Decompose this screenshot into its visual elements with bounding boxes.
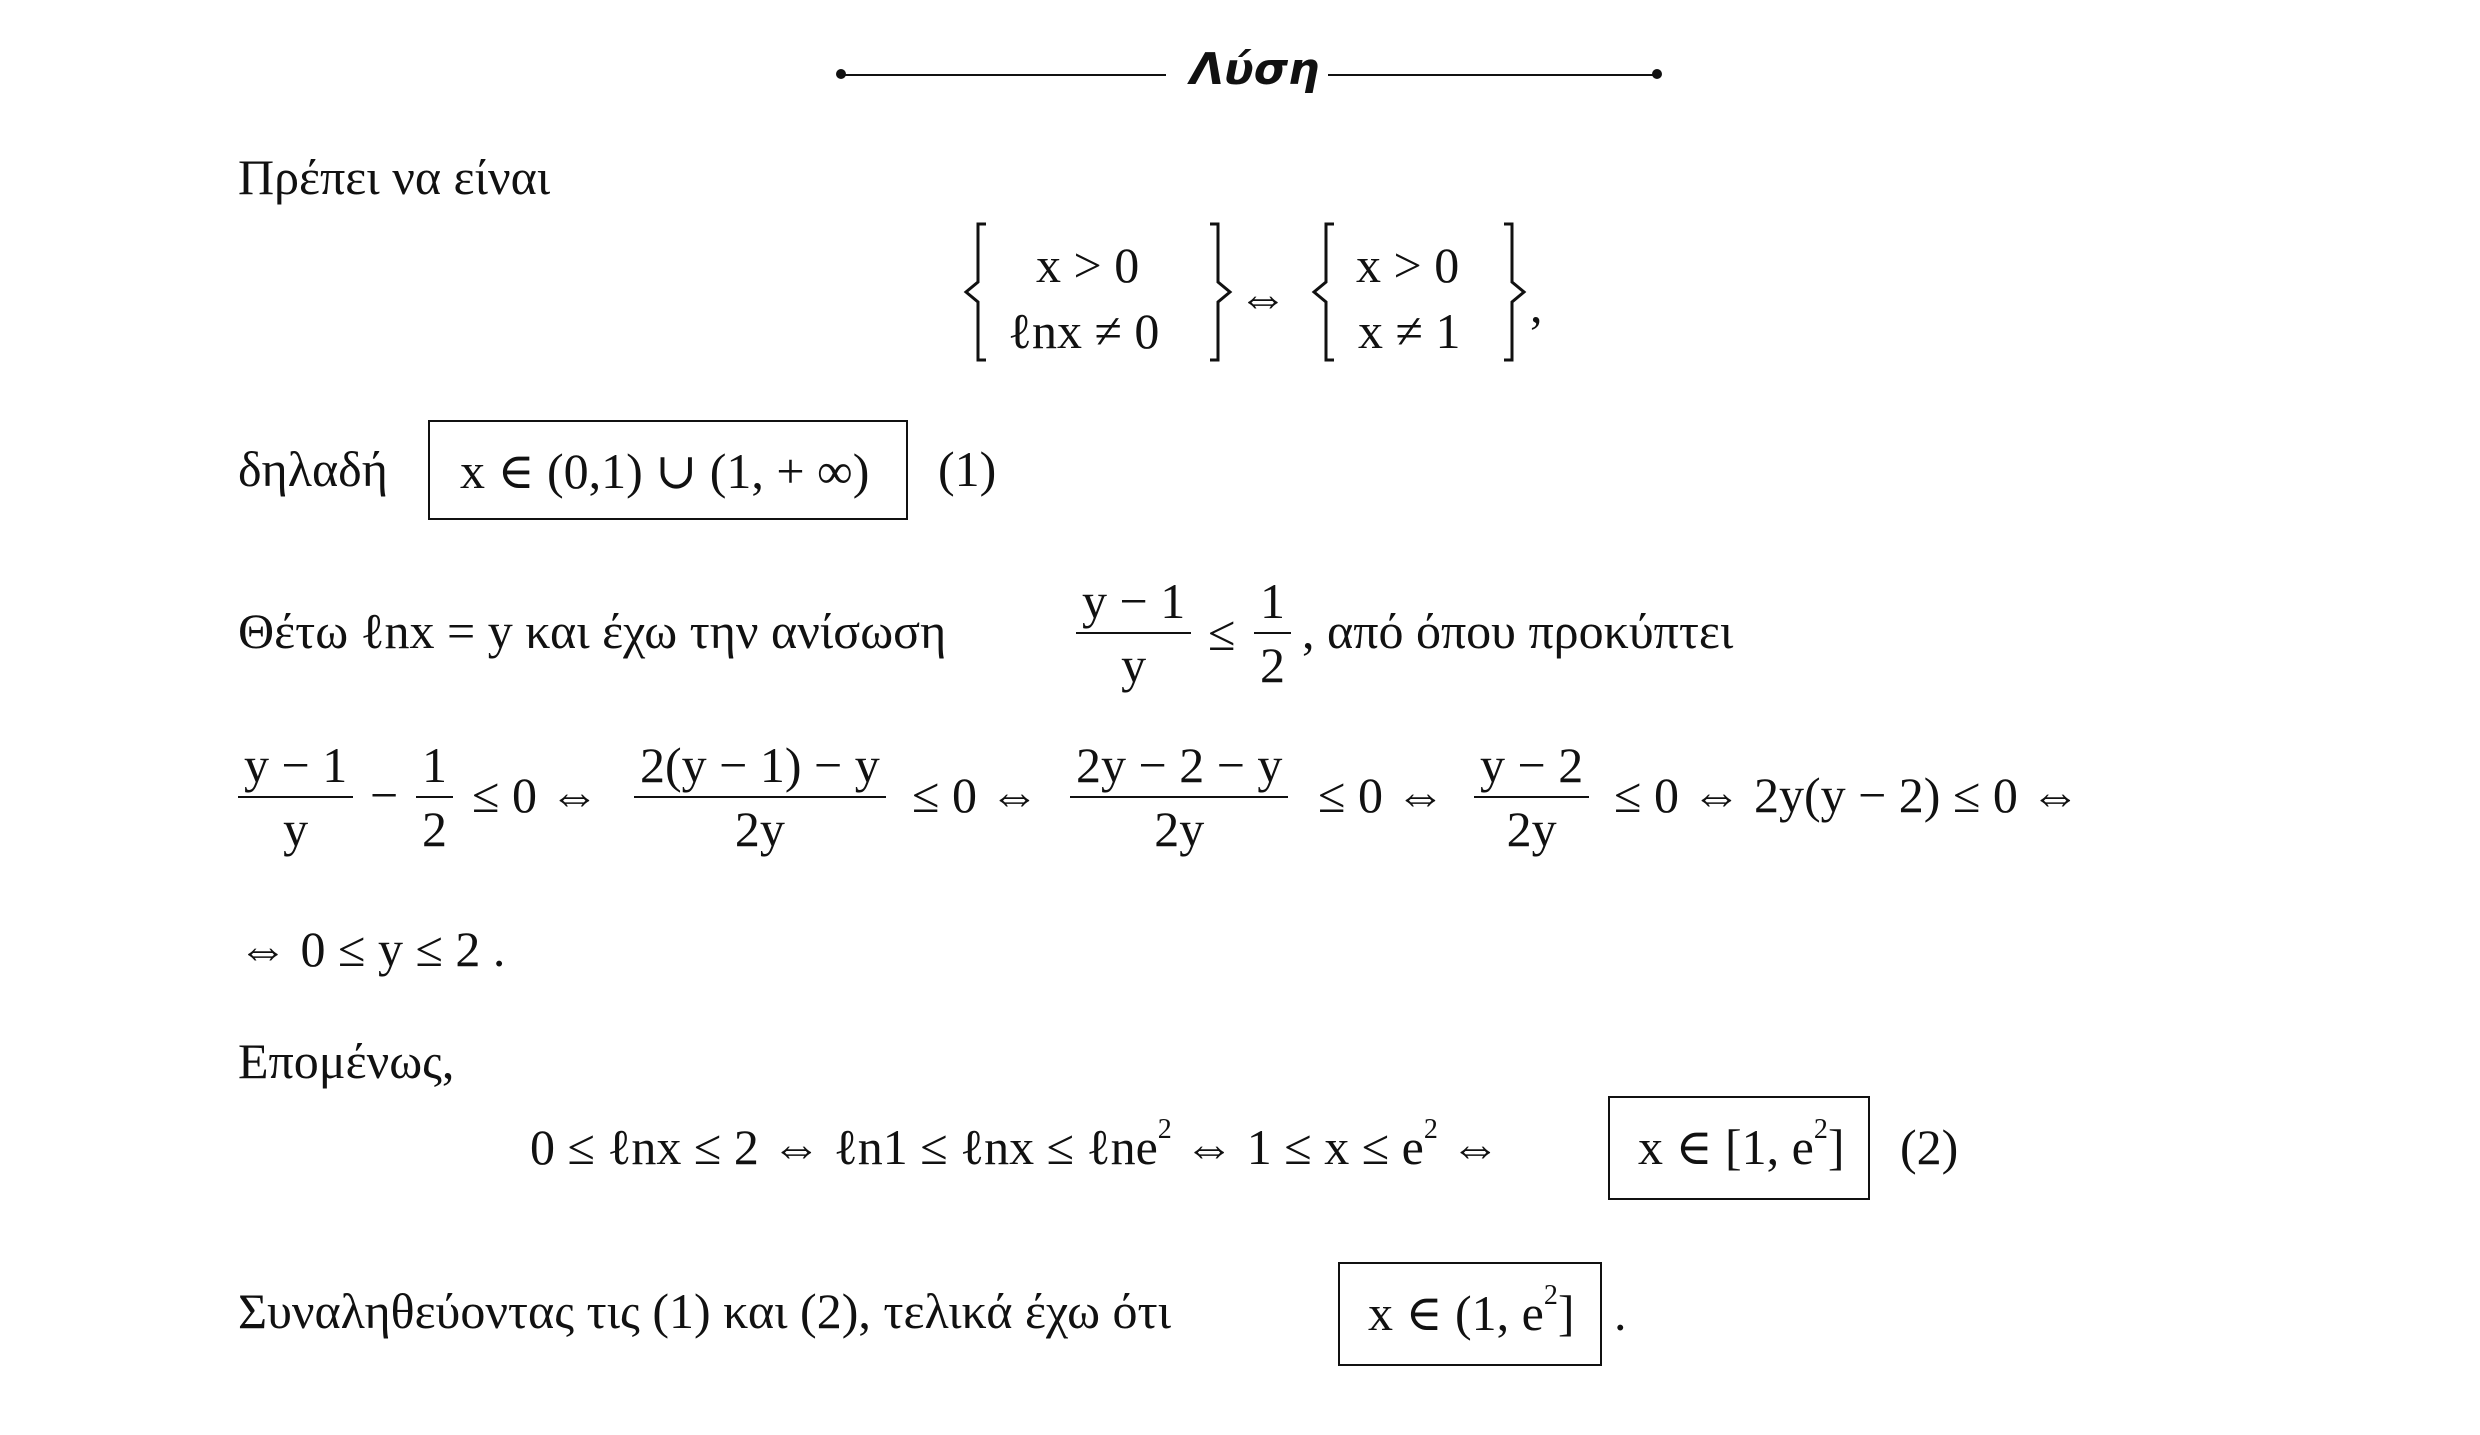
substitution-op: ≤	[1208, 605, 1236, 661]
fraction-bar	[238, 796, 353, 798]
solve-fraction-3	[634, 737, 886, 857]
right-system-row1: x > 0	[1356, 237, 1460, 293]
system-comma: ,	[1530, 277, 1543, 333]
header-rule-right	[1328, 74, 1658, 76]
header-rule-left	[840, 74, 1166, 76]
solve-result: ⇔ 0 ≤ y ≤ 2 .	[238, 921, 506, 977]
fraction-bar	[1076, 632, 1191, 634]
substitution-fraction-1	[1076, 573, 1191, 693]
fraction-bar	[1254, 632, 1291, 634]
log-chain-a: 0 ≤ ℓnx ≤ 2 ⇔ ℓn1 ≤ ℓnx ≤ ℓne	[530, 1119, 1158, 1175]
domain-label: δηλαδή	[238, 441, 388, 497]
fraction-bar	[1474, 796, 1589, 798]
solve-fraction-3-num: 2(y − 1) − y	[640, 737, 880, 793]
final-period: .	[1614, 1285, 1627, 1341]
intro-text: Πρέπει να είναι	[238, 149, 551, 205]
solve-fraction-5	[1474, 737, 1589, 857]
substitution-suffix: , από όπου προκύπτει	[1302, 603, 1734, 659]
right-system-open-brace	[1308, 222, 1338, 362]
fraction-bar	[416, 796, 453, 798]
domain-ref: (1)	[938, 441, 997, 497]
left-system-close-brace	[1206, 222, 1236, 362]
log-chain-exp2: 2	[1423, 1114, 1438, 1145]
solve-fraction-4	[1070, 737, 1288, 857]
fraction-bar	[634, 796, 886, 798]
solve-fraction-5-den: 2y	[1506, 801, 1557, 857]
solve-fraction-1	[238, 737, 353, 857]
header-dot-right	[1652, 69, 1662, 79]
solve-step-4: ≤ 0 ⇔ 2y(y − 2) ≤ 0 ⇔	[1614, 767, 2081, 823]
interval-2-ref: (2)	[1900, 1119, 1959, 1175]
interval-2-expression	[1638, 1114, 1845, 1175]
solve-fraction-2	[416, 737, 453, 857]
header-title: Λύση	[1190, 44, 1320, 95]
solve-step-1: ≤ 0 ⇔	[472, 767, 600, 823]
substitution-fraction-2-den: 2	[1260, 637, 1285, 693]
final-answer-a: x ∈ (1, e	[1368, 1285, 1544, 1341]
log-chain-c: ⇔	[1437, 1119, 1501, 1175]
therefore-text: Επομένως,	[238, 1033, 455, 1089]
solve-fraction-2-num: 1	[422, 737, 447, 793]
substitution-fraction-1-den: y	[1121, 637, 1147, 693]
left-system-open-brace	[960, 222, 990, 362]
header-dot-left	[836, 69, 846, 79]
log-chain	[530, 1114, 1501, 1175]
final-answer-b: ]	[1557, 1285, 1575, 1341]
final-answer-expression	[1368, 1280, 1575, 1341]
conclusion-text: Συναληθεύοντας τις (1) και (2), τελικά έχω ότι	[238, 1283, 1172, 1339]
substitution-prefix: Θέτω ℓnx = y και έχω την ανίσωση	[238, 603, 947, 659]
left-system-row2: ℓnx ≠ 0	[1008, 303, 1160, 359]
fraction-bar	[1070, 796, 1288, 798]
solve-fraction-5-num: y − 2	[1480, 737, 1584, 793]
solve-fraction-4-num: 2y − 2 − y	[1076, 737, 1283, 793]
right-system-close-brace	[1500, 222, 1530, 362]
log-chain-exp1: 2	[1157, 1114, 1172, 1145]
solve-fraction-2-den: 2	[422, 801, 447, 857]
solve-step-2: ≤ 0 ⇔	[912, 767, 1040, 823]
domain-boxed-expression: x ∈ (0,1) ∪ (1, + ∞)	[460, 443, 870, 499]
substitution-fraction-2-num: 1	[1260, 573, 1285, 629]
system-equiv: ⇔	[1238, 269, 1288, 325]
solve-fraction-3-den: 2y	[734, 801, 785, 857]
left-system-row1: x > 0	[1036, 237, 1140, 293]
substitution-fraction-2	[1254, 573, 1291, 693]
solve-fraction-1-num: y − 1	[244, 737, 348, 793]
final-answer-exp: 2	[1543, 1280, 1558, 1311]
solve-fraction-1-den: y	[283, 801, 309, 857]
log-chain-b: ⇔ 1 ≤ x ≤ e	[1171, 1119, 1424, 1175]
solve-minus: −	[370, 767, 399, 823]
interval-2-exp: 2	[1813, 1114, 1828, 1145]
solve-fraction-4-den: 2y	[1154, 801, 1205, 857]
interval-2-b: ]	[1827, 1119, 1845, 1175]
substitution-fraction-1-num: y − 1	[1082, 573, 1186, 629]
solve-step-3: ≤ 0 ⇔	[1318, 767, 1446, 823]
right-system-row2: x ≠ 1	[1358, 303, 1461, 359]
interval-2-a: x ∈ [1, e	[1638, 1119, 1814, 1175]
